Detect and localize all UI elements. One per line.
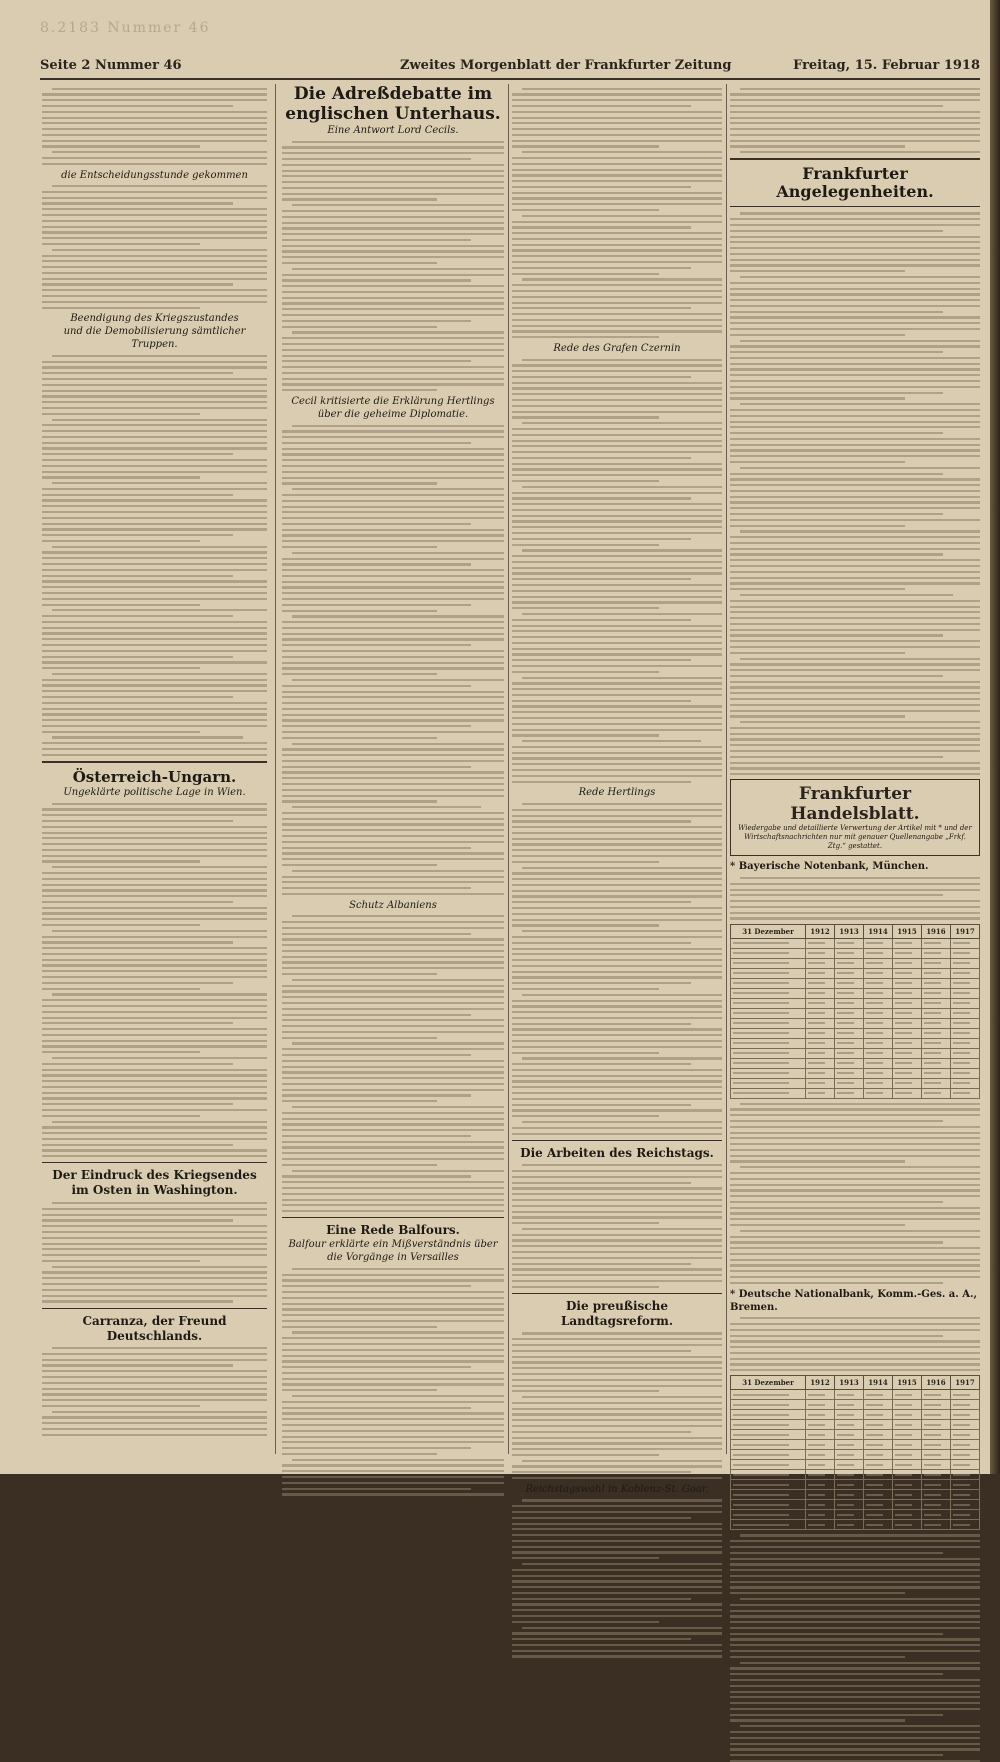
- table-row: [731, 1088, 980, 1098]
- table-row: [731, 1510, 980, 1520]
- table-header-cell: 1917: [950, 924, 979, 938]
- table-header-cell: 1916: [921, 1376, 950, 1390]
- divider: [282, 1217, 504, 1218]
- table-row: [731, 1410, 980, 1420]
- article-title: Die preußische Landtagsreform.: [560, 1298, 674, 1328]
- article-title: Der Eindruck des Kriegsendes im Osten in Washington.: [52, 1168, 257, 1198]
- text-block: [730, 1317, 980, 1371]
- text-block: [282, 141, 504, 392]
- table-row: [731, 938, 980, 948]
- article-title: Die Adreßdebatte im englischen Unterhaus.: [285, 84, 501, 124]
- column-rule: [275, 84, 276, 1454]
- table-row: [731, 1480, 980, 1490]
- table-row: [731, 1470, 980, 1480]
- section-subheading: und die Demobilisierung sämtlicher Truppen.: [63, 326, 246, 351]
- section-heading: Reichstagswahl in Koblenz-St. Goar.: [525, 1483, 709, 1495]
- column-rule: [726, 84, 727, 1454]
- divider: [42, 761, 267, 763]
- text-block: [42, 355, 267, 756]
- column-3: [512, 84, 722, 1495]
- table-header-cell: 1912: [806, 924, 835, 938]
- table-header-cell: 31 Dezember: [731, 924, 806, 938]
- section-heading: Schutz Albaniens: [349, 899, 437, 911]
- divider: [42, 1162, 267, 1163]
- table-row: [731, 1058, 980, 1068]
- table-header-cell: 1915: [892, 1376, 921, 1390]
- article-title: Österreich-Ungarn.: [72, 768, 237, 786]
- table-row: [731, 948, 980, 958]
- text-block: [512, 359, 722, 783]
- text-block: [730, 877, 980, 920]
- text-block: [512, 1164, 722, 1288]
- text-block: [730, 212, 980, 775]
- table-header-cell: 1912: [806, 1376, 835, 1390]
- table-row: [731, 1400, 980, 1410]
- table-header-cell: 1913: [834, 1376, 863, 1390]
- commerce-section-notice: Wiedergabe und detaillierte Verwertung der Artikel mit * und der Wirtschaftsnachrichten nur mit genauer Quellenangabe „Frkf. Ztg.“ gestattet.: [738, 824, 972, 851]
- table-header-cell: 1916: [921, 924, 950, 938]
- table-row: [731, 1018, 980, 1028]
- financial-table-1: [730, 924, 980, 1099]
- article-title: Die Arbeiten des Reichstags.: [520, 1145, 714, 1160]
- table-row: [731, 1068, 980, 1078]
- commerce-section: [730, 779, 980, 856]
- text-block: [282, 425, 504, 895]
- divider: [512, 1140, 722, 1141]
- faint-bleedthrough-header: 8.2183 Nummer 46: [40, 20, 211, 36]
- table-row: [731, 998, 980, 1008]
- text-block: [42, 88, 267, 165]
- table-row: [731, 1390, 980, 1400]
- table-row: [731, 1420, 980, 1430]
- text-block: [512, 803, 722, 1135]
- text-block: [730, 1103, 980, 1284]
- masthead-date: Freitag, 15. Februar 1918: [793, 58, 980, 73]
- text-block: [730, 88, 980, 154]
- section-heading: die Entscheidungsstunde gekommen: [61, 169, 248, 181]
- commerce-section-title: Frankfurter Handelsblatt.: [790, 784, 920, 825]
- company-heading: * Bayerische Notenbank, München.: [730, 861, 929, 873]
- masthead: [40, 58, 980, 78]
- masthead-paper-title: Zweites Morgenblatt der Frankfurter Zeitung: [400, 58, 732, 73]
- table-row: [731, 1450, 980, 1460]
- table-header-cell: 31 Dezember: [731, 1376, 806, 1390]
- table-row: [731, 1440, 980, 1450]
- divider: [512, 1293, 722, 1294]
- table-row: [731, 1500, 980, 1510]
- company-heading: * Deutsche Nationalbank, Komm.-Ges. a. A., Bremen.: [730, 1288, 977, 1313]
- table-row: [731, 1430, 980, 1440]
- table-row: [731, 958, 980, 968]
- text-block: [512, 1332, 722, 1479]
- divider: [730, 158, 980, 160]
- table-row: [731, 1520, 980, 1530]
- text-block: [282, 1268, 504, 1496]
- table-row: [731, 1490, 980, 1500]
- text-block: [512, 1499, 722, 1657]
- article-subtitle: Balfour erklärte ein Mißverständnis über die Vorgänge in Versailles: [288, 1239, 498, 1264]
- text-block: [730, 1534, 980, 1762]
- table-row: [731, 1008, 980, 1018]
- article-title: Carranza, der Freund Deutschlands.: [82, 1313, 227, 1343]
- table-header-cell: 1914: [863, 924, 892, 938]
- article-subtitle: Eine Antwort Lord Cecils.: [327, 125, 459, 136]
- divider: [42, 1308, 267, 1309]
- binding-spine: [990, 0, 1000, 1474]
- text-block: [42, 1202, 267, 1302]
- column-1: [42, 84, 267, 1454]
- table-row: [731, 988, 980, 998]
- divider: [730, 206, 980, 207]
- masthead-page-number: Seite 2 Nummer 46: [40, 58, 182, 73]
- text-block: [282, 915, 504, 1212]
- section-heading: Rede Hertlings: [578, 787, 656, 799]
- table-row: [731, 1048, 980, 1058]
- table-header-cell: 1914: [863, 1376, 892, 1390]
- section-title: Frankfurter Angelegenheiten.: [776, 164, 934, 202]
- text-block: [42, 185, 267, 309]
- table-header-cell: 1917: [950, 1376, 979, 1390]
- masthead-rule: [40, 78, 980, 80]
- column-4: [730, 84, 980, 1454]
- table-header-cell: 1915: [892, 924, 921, 938]
- section-heading: Cecil kritisierte die Erklärung Hertlings über die geheime Diplomatie.: [291, 395, 495, 420]
- table-row: [731, 978, 980, 988]
- financial-table-2: [730, 1375, 980, 1530]
- table-row: [731, 968, 980, 978]
- text-block: [512, 88, 722, 339]
- text-block: [42, 1347, 267, 1436]
- table-row: [731, 1028, 980, 1038]
- table-row: [731, 1038, 980, 1048]
- article-subtitle: Ungeklärte politische Lage in Wien.: [63, 787, 246, 798]
- article-title: Eine Rede Balfours.: [326, 1223, 460, 1238]
- table-header-cell: 1913: [834, 924, 863, 938]
- column-rule: [508, 84, 509, 1454]
- table-row: [731, 1460, 980, 1470]
- text-block: [42, 803, 267, 1158]
- column-2: [282, 84, 504, 1454]
- section-heading: Rede des Grafen Czernin: [553, 342, 681, 354]
- section-heading: Beendigung des Kriegszustandes: [70, 313, 239, 325]
- table-row: [731, 1078, 980, 1088]
